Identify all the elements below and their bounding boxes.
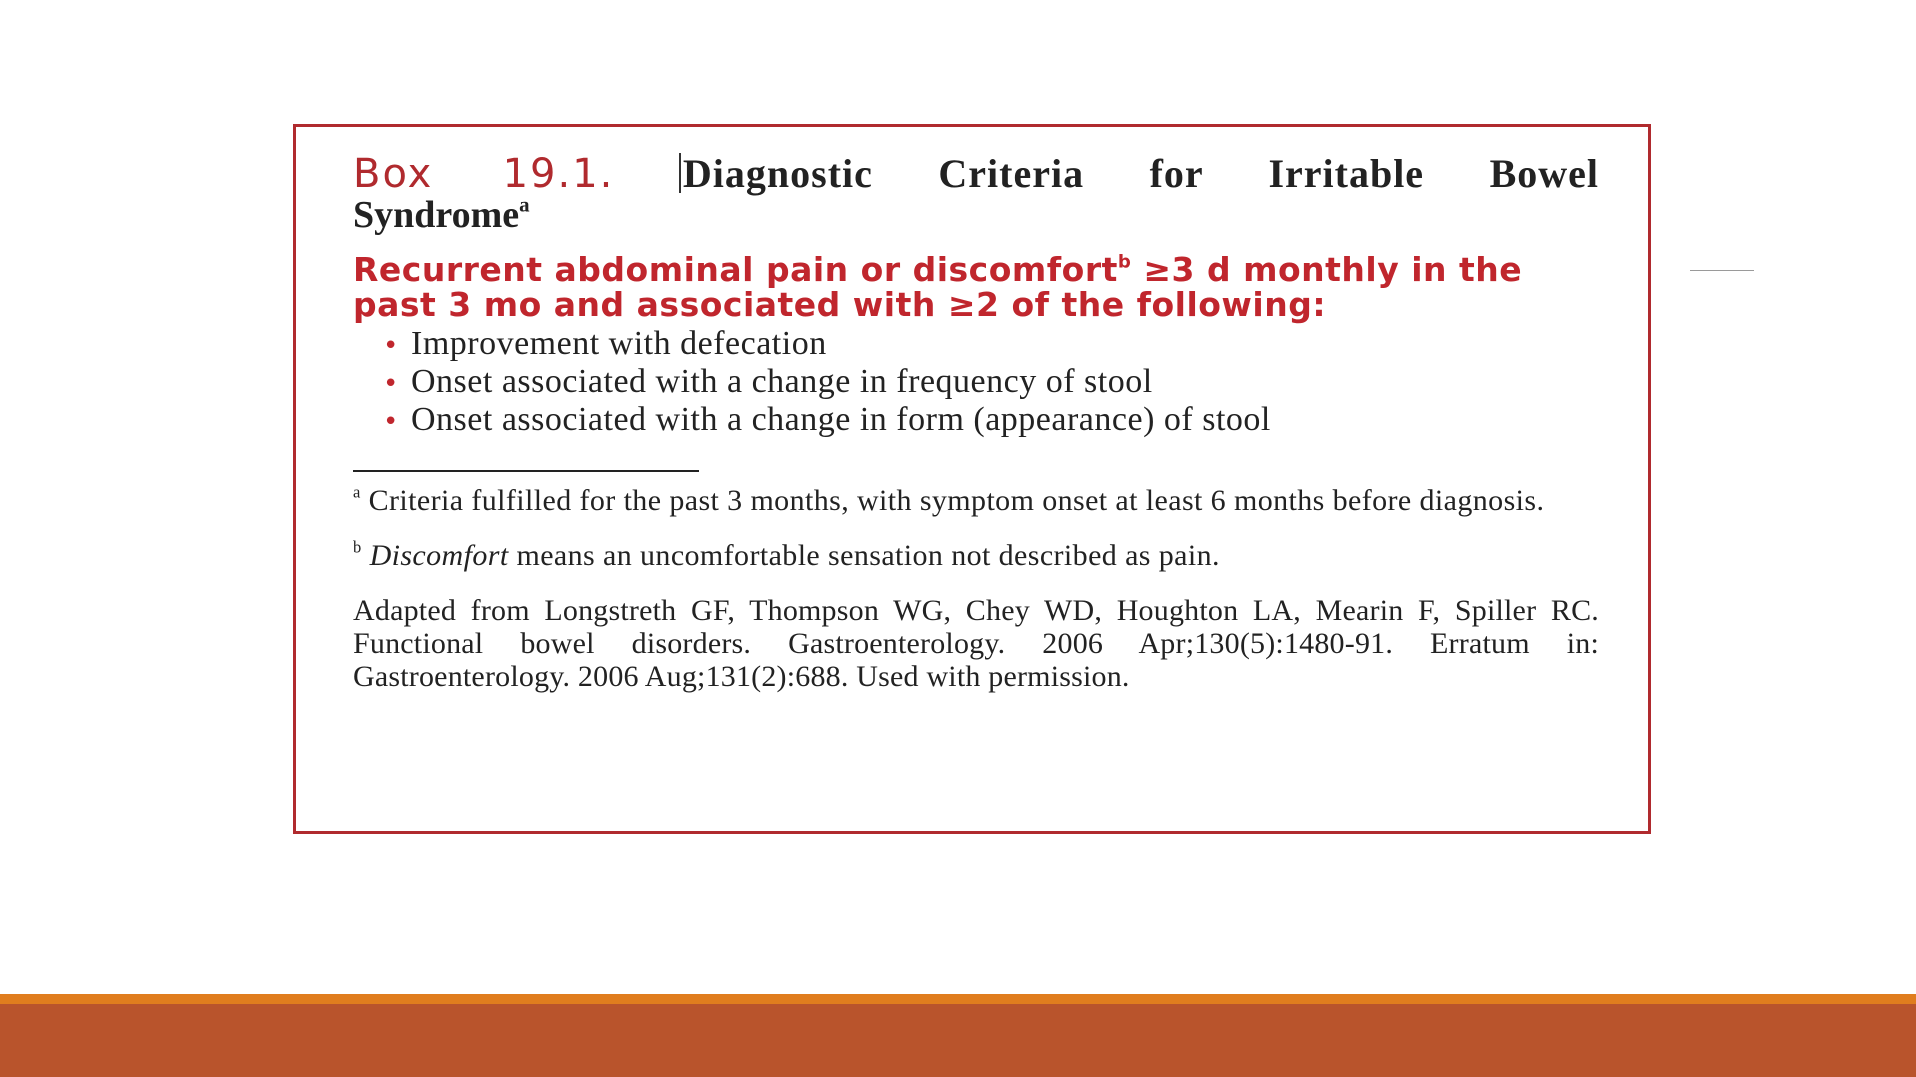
criteria-list bbox=[353, 326, 1599, 440]
criteria-lead-part1: Recurrent abdominal pain or discomfort bbox=[353, 250, 1118, 289]
text-cursor bbox=[679, 153, 681, 193]
list-item bbox=[383, 364, 1599, 402]
footnote-b-term: Discomfort bbox=[369, 539, 509, 572]
footnote-b-mark: b bbox=[353, 537, 362, 557]
footnote-b-text: means an uncomfortable sensation not described as pain. bbox=[508, 539, 1220, 572]
footer-stripe bbox=[0, 994, 1916, 1004]
footnote-divider bbox=[353, 470, 699, 472]
criteria-lead-part2: ≥3 d monthly in the past 3 mo and associated with ≥2 of the following: bbox=[353, 250, 1523, 324]
box-title-line2 bbox=[353, 194, 1599, 236]
citation: Adapted from Longstreth GF, Thompson WG, Chey WD, Houghton LA, Mearin F, Spiller RC. Functional bowel disorders. Gastroenterology. 2006 Apr;130(5):1480-91. Erratum in: Gastroenterology. 2006 Aug;131(2):688. Used with permission. bbox=[353, 594, 1599, 693]
criteria-box bbox=[293, 124, 1651, 834]
criteria-lead bbox=[353, 252, 1599, 322]
side-line bbox=[1690, 270, 1754, 271]
list-item bbox=[383, 402, 1599, 440]
lead-footnote-mark: b bbox=[1117, 251, 1132, 273]
criteria-item-text: Improvement with defecation bbox=[411, 325, 827, 362]
box-label: Box 19.1. bbox=[353, 151, 615, 197]
bullet-icon: • bbox=[383, 331, 399, 361]
bullet-icon: • bbox=[383, 369, 399, 399]
footnote-a bbox=[353, 484, 1599, 517]
box-title bbox=[353, 151, 1599, 197]
criteria-box-content bbox=[353, 153, 1599, 693]
list-item bbox=[383, 326, 1599, 364]
box-title-line2-text: Syndrome bbox=[353, 194, 520, 236]
criteria-item-text: Onset associated with a change in form (appearance) of stool bbox=[411, 401, 1271, 438]
footnote-b bbox=[353, 539, 1599, 572]
footer-band bbox=[0, 1004, 1916, 1077]
footnote-a-text: Criteria fulfilled for the past 3 months, with symptom onset at least 6 months before diagnosis. bbox=[360, 484, 1545, 517]
title-footnote-mark: a bbox=[519, 192, 530, 217]
bullet-icon: • bbox=[383, 407, 399, 437]
box-title-text: Diagnostic Criteria for Irritable Bowel bbox=[682, 151, 1599, 196]
footnote-a-mark: a bbox=[353, 482, 361, 502]
criteria-item-text: Onset associated with a change in frequency of stool bbox=[411, 363, 1153, 400]
